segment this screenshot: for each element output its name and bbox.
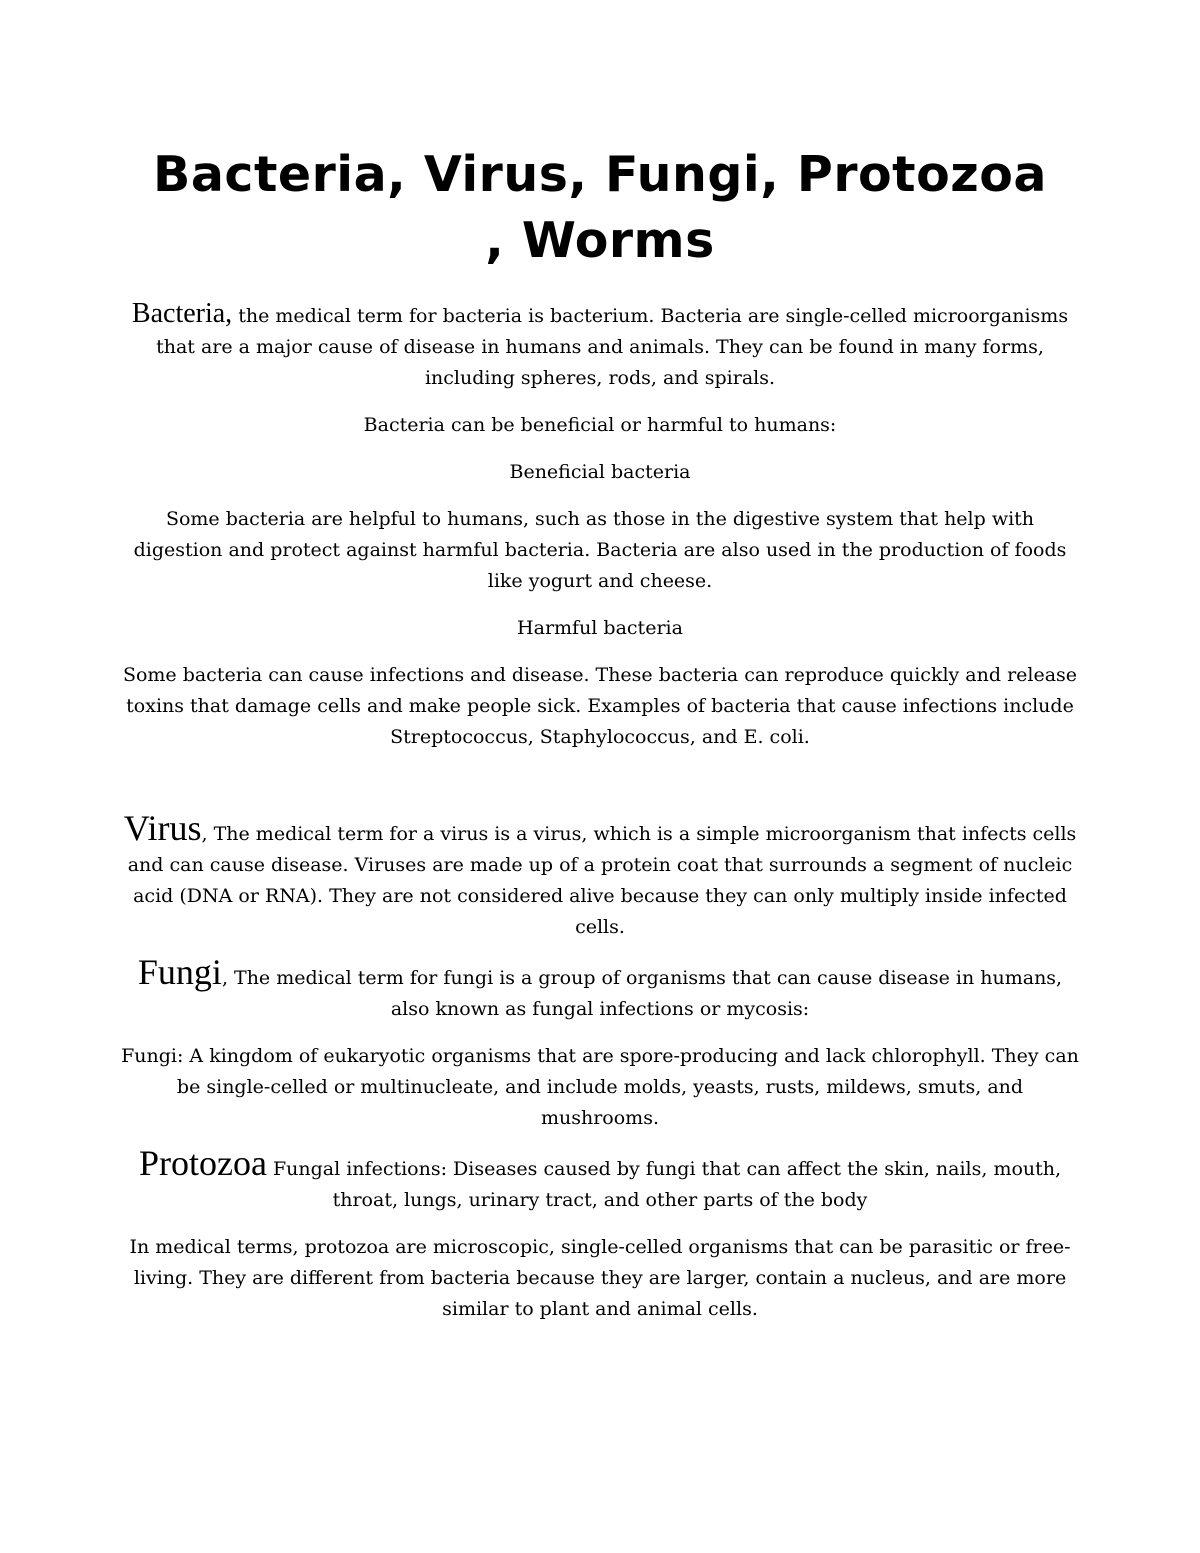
harmful-bacteria-heading: Harmful bacteria [517,617,683,639]
virus-text: , The medical term for a virus is a virus, which is a simple microorganism that infects cells and can cause disease. Viruses are made up of a protein coat that surrounds a segment of nucleic acid (DNA or RNA). They are not considered alive because they can only multiply inside infected cells. [127,823,1077,938]
virus-paragraph [120,808,1080,943]
harmful-bacteria-text: Some bacteria can cause infections and disease. These bacteria can reproduce quickly and release toxins that damage cells and make people sick. Examples of bacteria that cause infections include Streptococcus, Staphylococcus, and E. coli. [122,664,1078,748]
protozoa-text: Fungal infections: Diseases caused by fungi that can affect the skin, nails, mouth, throat, lungs, urinary tract, and other parts of the body [266,1158,1062,1211]
document-title [120,0,1080,274]
document-title-line-2: , Worms [485,212,715,269]
document-title-line-1: Bacteria, Virus, Fungi, Protozoa [153,146,1047,203]
bacteria-heading: Bacteria, [131,298,233,329]
bacteria-benefit-or-harm: Bacteria can be beneficial or harmful to humans: [363,414,837,436]
bacteria-intro-text: the medical term for bacteria is bacterium. Bacteria are single-celled microorganisms that are a major cause of disease in humans and animals. They can be found in many forms, including spheres, rods, and spirals. [156,305,1069,389]
protozoa-heading: Protozoa [138,1143,267,1183]
beneficial-bacteria-heading: Beneficial bacteria [509,461,691,483]
fungi-heading: Fungi [137,952,222,992]
bacteria-intro-paragraph [120,298,1080,394]
document-page [120,0,1080,1553]
virus-heading: Virus [123,808,202,848]
fungi-text: , The medical term for fungi is a group of organisms that can cause disease in humans, also known as fungal infections or mycosis: [221,967,1063,1020]
fungi-definition: Fungi: A kingdom of eukaryotic organisms that are spore-producing and lack chlorophyll. They can be single-celled or multinucleate, and include molds, yeasts, rusts, mildews, smuts, and mushrooms. [121,1045,1079,1129]
protozoa-definition: In medical terms, protozoa are microscopic, single-celled organisms that can be parasitic or free-living. They are different from bacteria because they are larger, contain a nucleus, and are more similar to plant and animal cells. [129,1236,1071,1320]
fungi-paragraph [120,952,1080,1025]
beneficial-bacteria-text: Some bacteria are helpful to humans, such as those in the digestive system that help with digestion and protect against harmful bacteria. Bacteria are also used in the production of foods like yogurt and cheese. [133,508,1067,592]
protozoa-paragraph [120,1143,1080,1216]
